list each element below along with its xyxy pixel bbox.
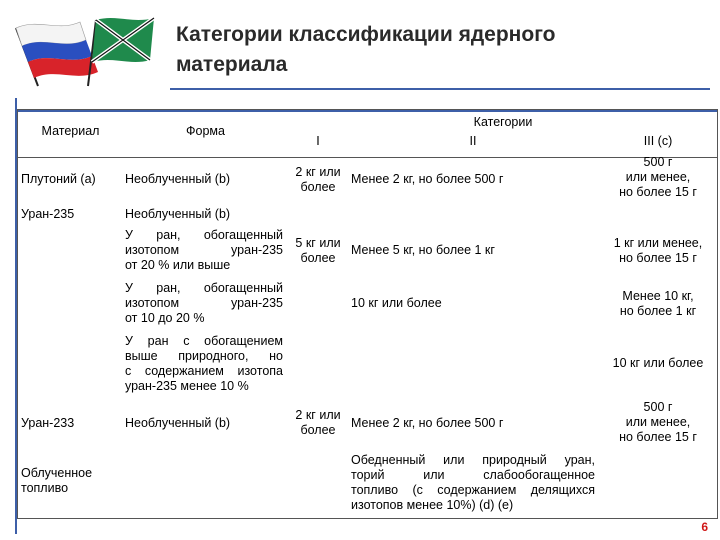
- row3-cat3: 1 кг или менее, но более 15 г: [613, 236, 703, 265]
- row5-cat3: 10 кг или более: [612, 356, 704, 370]
- row3-form: У ран, обогащенный изотопом уран-235 от 20 % или выше: [125, 228, 283, 272]
- naval-flag-icon: [88, 18, 154, 86]
- row1-material: Плутоний (a): [21, 172, 96, 186]
- row2-form: Необлученный (b): [125, 207, 231, 221]
- row4-cat3: Менее 10 кг, но более 1 кг: [619, 289, 697, 318]
- row3-cat1: 5 кг или более: [295, 236, 341, 265]
- row1-form: Необлученный (b): [125, 172, 231, 186]
- page-number: 6: [701, 520, 708, 534]
- row7-material: Облученное топливо: [21, 466, 93, 495]
- header-material: Материал: [41, 124, 100, 138]
- header-category-1: I: [316, 134, 320, 148]
- categories-table: [17, 109, 718, 519]
- row1-cat2: Менее 2 кг, но более 500 г: [351, 172, 504, 186]
- title-divider: [170, 88, 710, 90]
- russian-flag-icon: [16, 22, 98, 86]
- row6-form: Необлученный (b): [125, 416, 231, 430]
- header-form: Форма: [186, 124, 225, 138]
- row4-cat2: 10 кг или более: [351, 296, 442, 310]
- row7-cat2: Обедненный или природный уран, торий или слабообогащенное топливо (с содержанием делящихся изотопов менее 10%) (d) (e): [351, 453, 595, 512]
- row3-cat2: Менее 5 кг, но более 1 кг: [351, 243, 495, 257]
- row1-cat3: 500 г или менее, но более 15 г: [619, 155, 697, 199]
- header-category-2: II: [469, 134, 477, 148]
- row5-form: У ран с обогащением выше природного, но с содержанием изотопа уран-235 менее 10 %: [125, 334, 283, 393]
- header-categories: Категории: [473, 115, 533, 129]
- row6-cat3: 500 г или менее, но более 15 г: [619, 400, 697, 444]
- row1-cat1: 2 кг или более: [295, 165, 341, 194]
- row4-form: У ран, обогащенный изотопом уран-235 от 10 до 20 %: [125, 281, 283, 325]
- row2-material: Уран-235: [21, 207, 75, 221]
- header-category-3: III (c): [643, 134, 673, 148]
- row6-cat2: Менее 2 кг, но более 500 г: [351, 416, 504, 430]
- row6-material: Уран-233: [21, 416, 75, 430]
- page-title: Категории классификации ядерного материала: [176, 23, 556, 76]
- flags-logo: [8, 10, 158, 90]
- row6-cat1: 2 кг или более: [295, 408, 341, 437]
